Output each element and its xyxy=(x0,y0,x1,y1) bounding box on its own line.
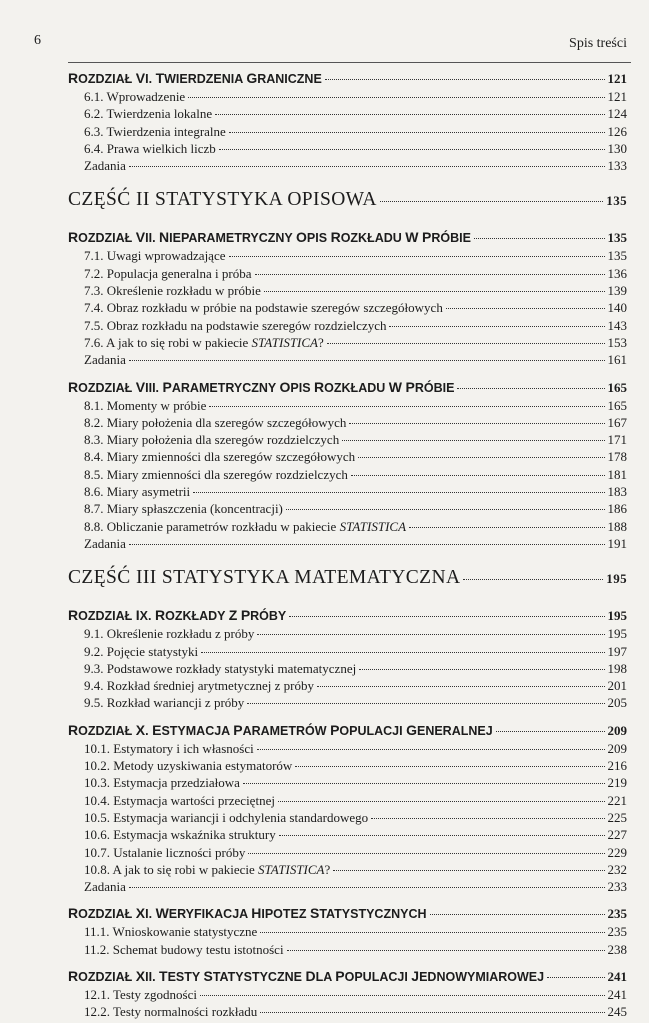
toc-item xyxy=(68,662,627,679)
page-ref: 229 xyxy=(607,844,627,860)
page-ref: 183 xyxy=(607,484,627,500)
dot-leader xyxy=(215,114,604,115)
entry-title: 6.2. Twierdzenia lokalne xyxy=(84,106,213,122)
toc-item xyxy=(68,846,627,863)
toc-item xyxy=(68,776,627,793)
toc-item xyxy=(68,520,627,537)
dot-leader xyxy=(380,201,603,202)
toc-chapter xyxy=(68,969,627,988)
entry-title: 6.1. Wprowadzenie xyxy=(84,89,186,104)
toc-item xyxy=(68,794,627,811)
entry-title: ROZDZIAŁ XI. WERYFIKACJA HIPOTEZ STATYSTYCZNYCH xyxy=(68,905,427,922)
dot-leader xyxy=(287,950,605,951)
dot-leader xyxy=(463,579,603,580)
page-ref: 167 xyxy=(607,414,627,430)
section-gap xyxy=(68,897,627,906)
running-head: Spis treści xyxy=(569,36,627,51)
page-ref: 165 xyxy=(607,379,627,395)
dot-leader xyxy=(219,149,605,150)
page-ref: 205 xyxy=(607,695,627,711)
dot-leader xyxy=(229,256,605,257)
entry-title: 8.6. Miary asymetrii xyxy=(84,484,191,500)
dot-leader xyxy=(496,731,605,732)
page-number: 6 xyxy=(34,33,41,48)
entry-title: Zadania xyxy=(84,535,126,551)
dot-leader xyxy=(286,509,605,510)
page-ref: 133 xyxy=(607,158,627,174)
entry-title: 11.2. Schemat budowy testu istotności xyxy=(84,941,284,957)
toc-chapter xyxy=(68,723,627,742)
entry-title: 6.4. Prawa wielkich liczb xyxy=(84,140,216,156)
dot-leader xyxy=(359,669,604,670)
entry-title: 8.2. Miary położenia dla szeregów szczegółowych xyxy=(84,414,347,430)
toc-item xyxy=(68,90,627,107)
toc-item xyxy=(68,485,627,502)
dot-leader xyxy=(129,544,605,545)
entry-title: 6.3. Twierdzenia integralne xyxy=(84,123,226,139)
page-ref: 136 xyxy=(607,265,627,281)
toc-item xyxy=(68,107,627,124)
dot-leader xyxy=(129,360,605,361)
dot-leader xyxy=(278,801,605,802)
page-ref: 165 xyxy=(607,397,627,413)
toc-part xyxy=(68,190,627,221)
entry-title: 12.1. Testy zgodności xyxy=(84,986,197,1002)
toc-item xyxy=(68,863,627,880)
entry-title: 7.6. A jak to się robi w pakiecie STATISTICA? xyxy=(84,334,324,350)
entry-title: 12.2. Testy normalności rozkładu xyxy=(84,1004,258,1020)
toc-item xyxy=(68,925,627,942)
dot-leader xyxy=(333,870,604,871)
entry-title: 10.8. A jak to się robi w pakiecie STATISTICA? xyxy=(84,861,331,877)
entry-title: 9.4. Rozkład średniej arytmetycznej z próby xyxy=(84,678,314,694)
entry-title: ROZDZIAŁ VII. NIEPARAMETRYCZNY OPIS ROZKŁADU W PRÓBIE xyxy=(68,229,471,246)
page-ref: 135 xyxy=(606,193,627,209)
page-ref: 161 xyxy=(607,352,627,368)
page-ref: 135 xyxy=(607,230,627,246)
toc-item xyxy=(68,142,627,159)
toc-item xyxy=(68,627,627,644)
entry-title: 7.5. Obraz rozkładu na podstawie szeregów rozdzielczych xyxy=(84,317,387,333)
toc-item xyxy=(68,353,627,370)
dot-leader xyxy=(260,1012,604,1013)
page-ref: 188 xyxy=(607,518,627,534)
dot-leader xyxy=(247,703,604,704)
dot-leader xyxy=(351,475,605,476)
toc-item xyxy=(68,645,627,662)
page-ref: 235 xyxy=(607,906,627,922)
dot-leader xyxy=(257,749,605,750)
dot-leader xyxy=(129,166,605,167)
toc-part xyxy=(68,568,627,599)
toc-item xyxy=(68,267,627,284)
dot-leader xyxy=(389,326,604,327)
page-ref: 235 xyxy=(607,924,627,940)
page-ref: 245 xyxy=(607,1004,627,1020)
entry-title: 10.7. Ustalanie liczności próby xyxy=(84,844,246,860)
section-gap xyxy=(68,960,627,969)
page-ref: 195 xyxy=(607,626,627,642)
entry-title: 10.1. Estymatory i ich własności xyxy=(84,740,254,756)
entry-title: 10.5. Estymacja wariancji i odchylenia standardowego xyxy=(84,809,369,825)
toc-item xyxy=(68,988,627,1005)
entry-title: 8.8. Obliczanie parametrów rozkładu w pakiecie STATISTICA xyxy=(84,518,407,534)
dot-leader xyxy=(317,686,605,687)
toc-item xyxy=(68,159,627,176)
entry-title: 7.4. Obraz rozkładu w próbie na podstawie szeregów szczegółowych xyxy=(84,300,443,316)
page-ref: 139 xyxy=(607,283,627,299)
toc-item xyxy=(68,537,627,554)
dot-leader xyxy=(342,440,604,441)
dot-leader xyxy=(129,887,605,888)
page-ref: 195 xyxy=(607,608,627,624)
entry-title: 7.1. Uwagi wprowadzające xyxy=(84,248,226,264)
dot-leader xyxy=(193,492,604,493)
entry-title: 8.3. Miary położenia dla szeregów rozdzielczych xyxy=(84,432,340,448)
dot-leader xyxy=(547,977,604,978)
dot-leader xyxy=(255,274,605,275)
entry-title: 10.4. Estymacja wartości przeciętnej xyxy=(84,792,275,808)
toc-item xyxy=(68,759,627,776)
page-ref: 126 xyxy=(607,123,627,139)
page-ref: 241 xyxy=(607,986,627,1002)
entry-title: Zadania xyxy=(84,352,126,368)
page-ref: 197 xyxy=(607,643,627,659)
entry-title: 7.3. Określenie rozkładu w próbie xyxy=(84,283,261,299)
toc-chapter xyxy=(68,380,627,399)
section-gap xyxy=(68,371,627,380)
page-ref: 121 xyxy=(607,89,627,104)
entry-title: 8.4. Miary zmienności dla szeregów szczegółowych xyxy=(84,449,356,465)
page-ref: 227 xyxy=(607,827,627,843)
entry-title: 8.1. Momenty w próbie xyxy=(84,397,207,413)
entry-title: CZĘŚĆ II STATYSTYKA OPISOWA xyxy=(68,189,377,211)
toc-item xyxy=(68,125,627,142)
toc-item xyxy=(68,319,627,336)
table-of-contents xyxy=(68,71,627,1023)
entry-title: 9.1. Określenie rozkładu z próby xyxy=(84,626,255,642)
page-ref: 209 xyxy=(607,740,627,756)
entry-title: 8.5. Miary zmienności dla szeregów rozdzielczych xyxy=(84,466,348,482)
toc-item xyxy=(68,943,627,960)
dot-leader xyxy=(200,995,605,996)
page-ref: 178 xyxy=(607,449,627,465)
page-ref: 232 xyxy=(607,861,627,877)
dot-leader xyxy=(248,853,604,854)
dot-leader xyxy=(474,238,605,239)
dot-leader xyxy=(264,291,605,292)
dot-leader xyxy=(289,616,604,617)
dot-leader xyxy=(209,406,604,407)
page-ref: 124 xyxy=(607,106,627,122)
page-ref: 233 xyxy=(607,879,627,895)
entry-title: ROZDZIAŁ X. ESTYMACJA PARAMETRÓW POPULACJI GENERALNEJ xyxy=(68,721,493,738)
dot-leader xyxy=(327,343,605,344)
entry-title: 9.5. Rozkład wariancji z próby xyxy=(84,695,245,711)
dot-leader xyxy=(457,388,604,389)
toc-item xyxy=(68,399,627,416)
entry-title: ROZDZIAŁ XII. TESTY STATYSTYCZNE DLA POPULACJI JEDNOWYMIAROWEJ xyxy=(68,967,545,984)
toc-chapter xyxy=(68,71,627,90)
entry-title: ROZDZIAŁ VI. TWIERDZENIA GRANICZNE xyxy=(68,70,322,86)
toc-item xyxy=(68,811,627,828)
dot-leader xyxy=(446,308,605,309)
page-ref: 201 xyxy=(607,678,627,694)
page-ref: 121 xyxy=(607,71,627,86)
dot-leader xyxy=(358,457,604,458)
page-ref: 221 xyxy=(607,792,627,808)
toc-item xyxy=(68,468,627,485)
toc-item xyxy=(68,433,627,450)
toc-chapter xyxy=(68,906,627,925)
dot-leader xyxy=(201,652,604,653)
page-ref: 143 xyxy=(607,317,627,333)
toc-item xyxy=(68,696,627,713)
page-ref: 191 xyxy=(607,535,627,551)
dot-leader xyxy=(257,634,604,635)
dot-leader xyxy=(371,818,604,819)
dot-leader xyxy=(229,132,605,133)
page-ref: 171 xyxy=(607,432,627,448)
toc-item xyxy=(68,828,627,845)
page-ref: 130 xyxy=(607,140,627,156)
toc-item xyxy=(68,336,627,353)
page-ref: 209 xyxy=(607,722,627,738)
page-ref: 140 xyxy=(607,300,627,316)
toc-item xyxy=(68,301,627,318)
page-ref: 153 xyxy=(607,334,627,350)
entry-title: Zadania xyxy=(84,879,126,895)
page-ref: 241 xyxy=(607,968,627,984)
dot-leader xyxy=(409,527,604,528)
toc-item xyxy=(68,284,627,301)
toc-item xyxy=(68,450,627,467)
header-rule xyxy=(68,62,631,63)
toc-chapter xyxy=(68,230,627,249)
page-ref: 238 xyxy=(607,941,627,957)
entry-title: 10.2. Metody uzyskiwania estymatorów xyxy=(84,758,293,774)
entry-title: CZĘŚĆ III STATYSTYKA MATEMATYCZNA xyxy=(68,567,461,589)
entry-title: ROZDZIAŁ IX. ROZKŁADY Z PRÓBY xyxy=(68,607,287,624)
dot-leader xyxy=(243,783,605,784)
toc-item xyxy=(68,502,627,519)
page-ref: 216 xyxy=(607,758,627,774)
entry-title: 10.6. Estymacja wskaźnika struktury xyxy=(84,827,276,843)
toc-item xyxy=(68,249,627,266)
page-ref: 181 xyxy=(607,466,627,482)
entry-title: 8.7. Miary spłaszczenia (koncentracji) xyxy=(84,501,283,517)
dot-leader xyxy=(295,766,604,767)
dot-leader xyxy=(430,914,605,915)
entry-title: 11.1. Wnioskowanie statystyczne xyxy=(84,924,258,940)
entry-title: 9.2. Pojęcie statystyki xyxy=(84,643,199,659)
entry-title: ROZDZIAŁ VIII. PARAMETRYCZNY OPIS ROZKŁADU W PRÓBIE xyxy=(68,378,455,395)
dot-leader xyxy=(279,835,605,836)
toc-item xyxy=(68,1005,627,1022)
page-ref: 225 xyxy=(607,809,627,825)
page-ref: 135 xyxy=(607,248,627,264)
page-ref: 186 xyxy=(607,501,627,517)
section-gap xyxy=(68,221,627,230)
section-gap xyxy=(68,599,627,608)
toc-chapter xyxy=(68,608,627,627)
dot-leader xyxy=(260,932,604,933)
page-ref: 198 xyxy=(607,660,627,676)
dot-leader xyxy=(325,79,605,80)
toc-item xyxy=(68,880,627,897)
page-ref: 219 xyxy=(607,775,627,791)
entry-title: Zadania xyxy=(84,158,126,174)
page-ref: 195 xyxy=(606,571,627,587)
toc-item xyxy=(68,416,627,433)
entry-title: 9.3. Podstawowe rozkłady statystyki matematycznej xyxy=(84,660,357,676)
toc-item xyxy=(68,742,627,759)
dot-leader xyxy=(188,97,604,98)
entry-title: 10.3. Estymacja przedziałowa xyxy=(84,775,240,791)
toc-item xyxy=(68,679,627,696)
dot-leader xyxy=(349,423,604,424)
entry-title: 7.2. Populacja generalna i próba xyxy=(84,265,252,281)
